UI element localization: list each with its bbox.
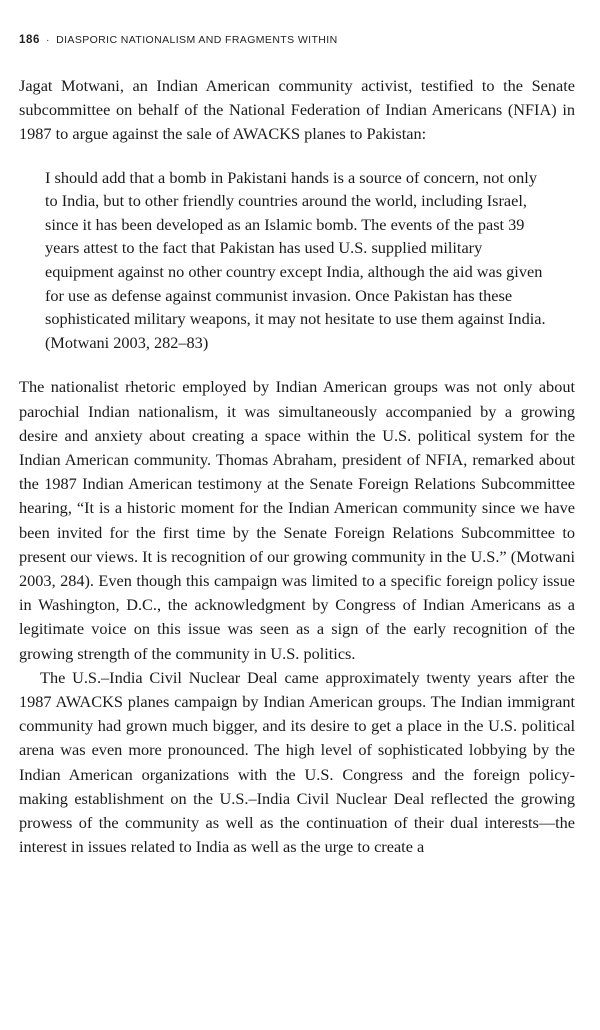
- block-quote: I should add that a bomb in Pakistani hands is a source of concern, not only to India, but to other friendly countries around the world, including Israel, since it has been developed as an Islamic bomb. The events of the past 39 years attest to the fact that Pakistan has used U.S. supplied military equipment against no other country except India, although the aid was given for use as defense against communist invasion. Once Pakistan has these sophisticated military weapons, it may not hesitate to use them against India. (Motwani 2003, 282–83): [45, 167, 546, 352]
- paragraph-nationalist-rhetoric: The nationalist rhetoric employed by Indian American groups was not only about parochial Indian nationalism, it was simultaneously accompanied by a growing desire and anxiety about creating a space within the U.S. political system for the Indian American community. Thomas Abraham, president of NFIA, remarked about the 1987 Indian American testimony at the Senate Foreign Relations Subcommittee hearing, “It is a historic moment for the Indian American community since we have been invited for the first time by the Senate Foreign Relations Subcommittee to present our views. It is recognition of our growing community in the U.S.” (Motwani 2003, 284). Even though this campaign was limited to a specific foreign policy issue in Washington, D.C., the acknowledgment by Congress of Indian Americans as a legitimate voice on this issue was seen as a sign of the early recognition of the growing strength of the community in U.S. politics.: [19, 377, 575, 663]
- running-head-separator: ·: [46, 34, 51, 46]
- running-head-title: DIASPORIC NATIONALISM AND FRAGMENTS WITHIN: [56, 34, 338, 46]
- running-head: [19, 34, 338, 46]
- paragraph-civil-nuclear-deal: The U.S.–India Civil Nuclear Deal came approximately twenty years after the 1987 AWACKS planes campaign by Indian American groups. The Indian immigrant community had grown much bigger, and its desire to get a place in the U.S. political arena was even more pronounced. The high level of sophisticated lobbying by the Indian American organizations with the U.S. Congress and the foreign policy-making establishment on the U.S.–India Civil Nuclear Deal reflected the growing prowess of the community as well as the continuation of their dual interests—the interest in issues related to India as well as the urge to create a: [19, 667, 575, 857]
- page-number: 186: [19, 34, 40, 46]
- body-text: [19, 74, 575, 859]
- paragraph-intro: Jagat Motwani, an Indian American community activist, testified to the Senate subcommittee on behalf of the National Federation of Indian Americans (NFIA) in 1987 to argue against the sale of AWACKS planes to Pakistan:: [19, 76, 575, 144]
